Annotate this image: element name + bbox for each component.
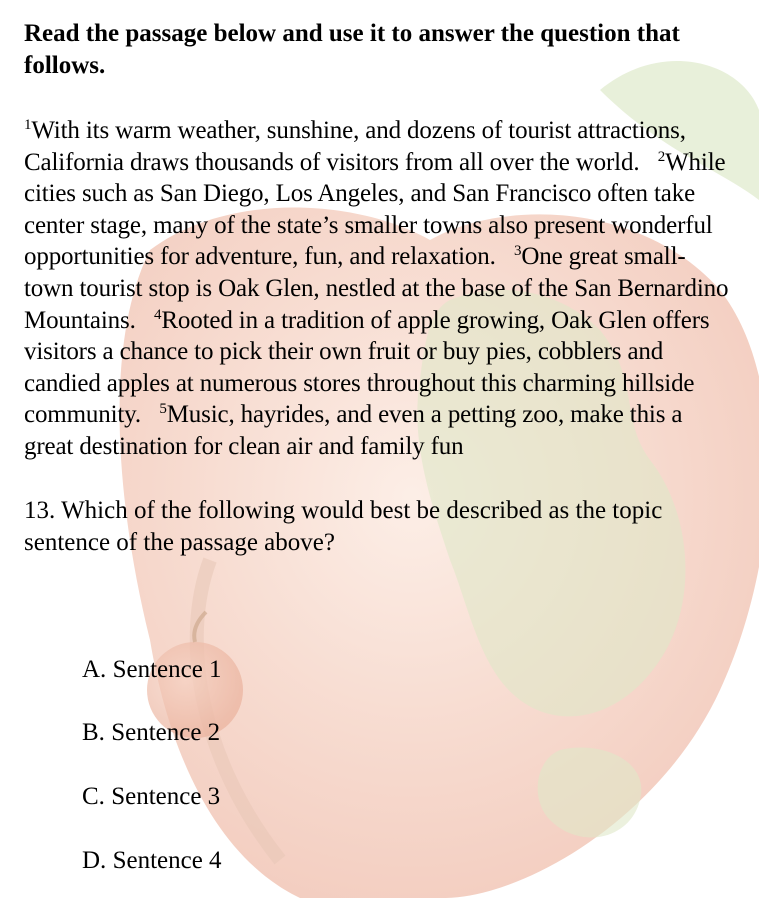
reading-passage	[24, 115, 734, 463]
question-text: Which of the following would best be described as the topic sentence of the passage above?	[24, 496, 663, 556]
instruction-text: Read the passage below and use it to answer the question that follows.	[24, 20, 680, 79]
sentence-number-1: 1	[24, 117, 32, 133]
question-page	[24, 18, 734, 559]
passage-sentence-5: $^5$Music, hayrides, and even a petting zoo, make this a great destination for clean air and family fun	[24, 401, 683, 460]
choice-text: Sentence 3	[111, 783, 221, 810]
choice-text: Sentence 2	[111, 719, 221, 746]
question-number: 13.	[24, 496, 56, 524]
choice-text: Sentence 4	[112, 847, 222, 874]
sentence-number-3: 3	[513, 243, 522, 260]
passage-sentence-2: $^2$While cities such as San Diego, Los Angeles, and San Francisco often take center stage, many of the state’s smaller towns also present wonderful opportunities for adventure, fun, and relaxation.	[24, 148, 726, 271]
passage-sentence-3: $^3$One great small-town tourist stop is Oak Glen, nestled at the base of the San Bernardino Mountains.	[24, 243, 729, 334]
sentence-number-4: 4	[154, 306, 162, 323]
passage-sentence-1: $^1$With its warm weather, sunshine, and dozens of tourist attractions, California draws thousands of visitors from all over the world.	[24, 117, 686, 176]
choice-label: C.	[82, 783, 105, 810]
choice-d[interactable]	[82, 845, 222, 877]
choice-label: A.	[82, 656, 107, 683]
question-prompt	[24, 495, 734, 559]
choice-c[interactable]	[82, 781, 220, 813]
choice-b[interactable]	[82, 717, 220, 749]
sentence-number-5: 5	[159, 401, 167, 418]
sentence-number-2: 2	[657, 148, 666, 165]
choice-label: D.	[82, 847, 107, 874]
passage-sentence-4: $^4$Rooted in a tradition of apple growing, Oak Glen offers visitors a chance to pick their own fruit or buy pies, cobblers and candied apples at numerous stores throughout this charming hillside community.	[24, 306, 710, 429]
choice-label: B.	[82, 719, 105, 746]
choice-a[interactable]	[82, 654, 222, 686]
choice-text: Sentence 1	[112, 656, 222, 683]
